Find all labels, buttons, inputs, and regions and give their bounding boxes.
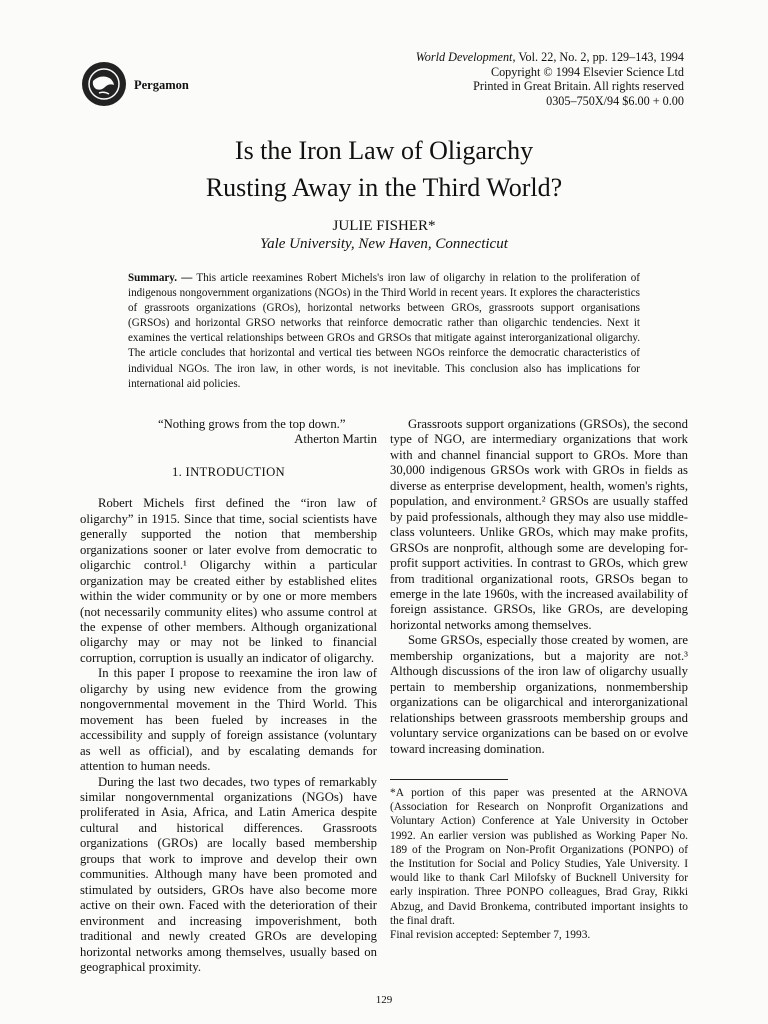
epigraph	[80, 417, 377, 448]
title-line-1: Is the Iron Law of Oligarchy	[234, 136, 534, 165]
right-column	[390, 417, 688, 942]
journal-name: World Development,	[415, 50, 516, 64]
price-line: 0305–750X/94 $6.00 + 0.00	[546, 93, 684, 108]
article-title	[0, 132, 768, 206]
author-affiliation: Yale University, New Haven, Connecticut	[260, 236, 508, 252]
footnote: *A portion of this paper was presented at the ARNOVA (Association for Research on Nonprofit Organizations and Voluntary Action) Conference at Yale University in October 1992. An earlier version was published as Working Paper No. 189 of the Program on Non-Profit Organizations (PONPO) of the Institution for Social and Policy Studies, Yale University. I would like to thank Carl Milofsky of Bucknell University for early inspiration. Three PONPO colleagues, Brad Gray, Rikki Abzug, and David Bronkema, contributed important insights to the final draft.	[390, 786, 688, 927]
author-name: JULIE FISHER*	[332, 218, 436, 234]
abstract	[128, 271, 640, 392]
epigraph-attribution: Atherton Martin	[294, 432, 377, 447]
epigraph-quote: “Nothing grows from the top down.”	[158, 417, 346, 431]
journal-header	[324, 50, 684, 108]
summary-label: Summary. —	[128, 272, 193, 284]
pergamon-logo-icon	[82, 62, 126, 106]
page-number: 129	[375, 994, 393, 1006]
body-paragraph: Some GRSOs, especially those created by women, are membership organizations, but a majority are not.³ Although discussions of the iron law of oligarchy usually pertain to membership organizations, nonmembership organizations can be oligarchical and interorganizational relationships between grassroots membership groups and voluntary service organizations can be based on or evolve toward increasing domination.	[390, 633, 688, 756]
citation-line	[324, 50, 684, 65]
section-heading	[80, 465, 377, 480]
title-line-2: Rusting Away in the Third World?	[205, 173, 563, 202]
summary-text: This article reexamines Robert Michels's iron law of oligarchy in relation to the proliferation of indigenous nongovernment organizations (NGOs) in the Third World in recent years. It explores the characteristics of grassroots organizations (GROs), horizontal networks between GROs, grassroots support organisations (GRSOs) and horizontal GRSO networks that reinforce democratic rather than oligarchic tendencies. Next it examines the vertical relationships between GROs and GRSOs that mitigate against interorganizational oligarchy. The article concludes that horizontal and vertical ties between NGOs reinforce the democratic characteristics of individual NGOs. The iron law, in other words, is not inevitable. This conclusion also has implications for international aid policies.	[128, 272, 640, 390]
publisher-name: Pergamon	[134, 78, 189, 92]
left-column	[80, 417, 377, 975]
section-heading-text: 1. INTRODUCTION	[171, 464, 286, 479]
body-paragraph: Grassroots support organizations (GRSOs), the second type of NGO, are intermediary organizations that work with and channel financial support to GROs. More than 30,000 indigenous GRSOs work with GROs in fields as diverse as enterprise development, health, women's rights, population, and environment.² GRSOs are usually staffed by paid professionals, although they may also use middle-class volunteers. Unlike GROs, which may make profits, GRSOs are nonprofit, although some are developing for-profit support activities. In contrast to GROs, which grew from traditional organizational roots, GRSOs began to emerge in the late 1960s, with the increased availability of foreign assistance. GRSOs, like GROs, are developing horizontal networks among themselves.	[390, 417, 688, 632]
copyright-line: Copyright © 1994 Elsevier Science Ltd	[490, 64, 684, 79]
citation-details: Vol. 22, No. 2, pp. 129–143, 1994	[515, 50, 684, 64]
body-paragraph: During the last two decades, two types of remarkably similar nongovernmental organizations (NGOs) have proliferated in Asia, Africa, and Latin America despite cultural and historical differences. Grassroots organizations (GROs) are locally based membership groups that work to improve and develop their own communities. Although many have been promoted and stimulated by outsiders, GROs have also become more active on their own. Faced with the deterioration of their environment and increasing impoverishment, both traditional and newly created GROs are developing horizontal networks among themselves, usually based on geographical proximity.	[80, 774, 377, 974]
final-revision-note: Final revision accepted: September 7, 1993.	[390, 929, 591, 941]
body-paragraph: Robert Michels first defined the “iron law of oligarchy” in 1915. Since that time, social scientists have generally supported the notion that membership organizations sooner or later evolve from democratic to oligarchic control.¹ Oligarchy within a particular organization may be created either by established elites within the wider community or by one or more members (not necessarily community elites) who assume control at the expense of other members. Although organizational oligarchy may or may not be linked to financial corruption, corruption is usually an indicator of oligarchy.	[80, 496, 377, 665]
author-block	[0, 217, 768, 253]
printed-line: Printed in Great Britain. All rights reserved	[473, 79, 684, 93]
footnote-divider	[390, 779, 508, 780]
body-paragraph: In this paper I propose to reexamine the iron law of oligarchy by using new evidence from the growing nongovernmental movement in the Third World. This movement has been fueled by increases in the accessibility and supply of foreign assistance (voluntary as well as official), and by escalating demands for attention to human needs.	[80, 666, 377, 774]
globe-emblem-icon	[87, 67, 121, 101]
